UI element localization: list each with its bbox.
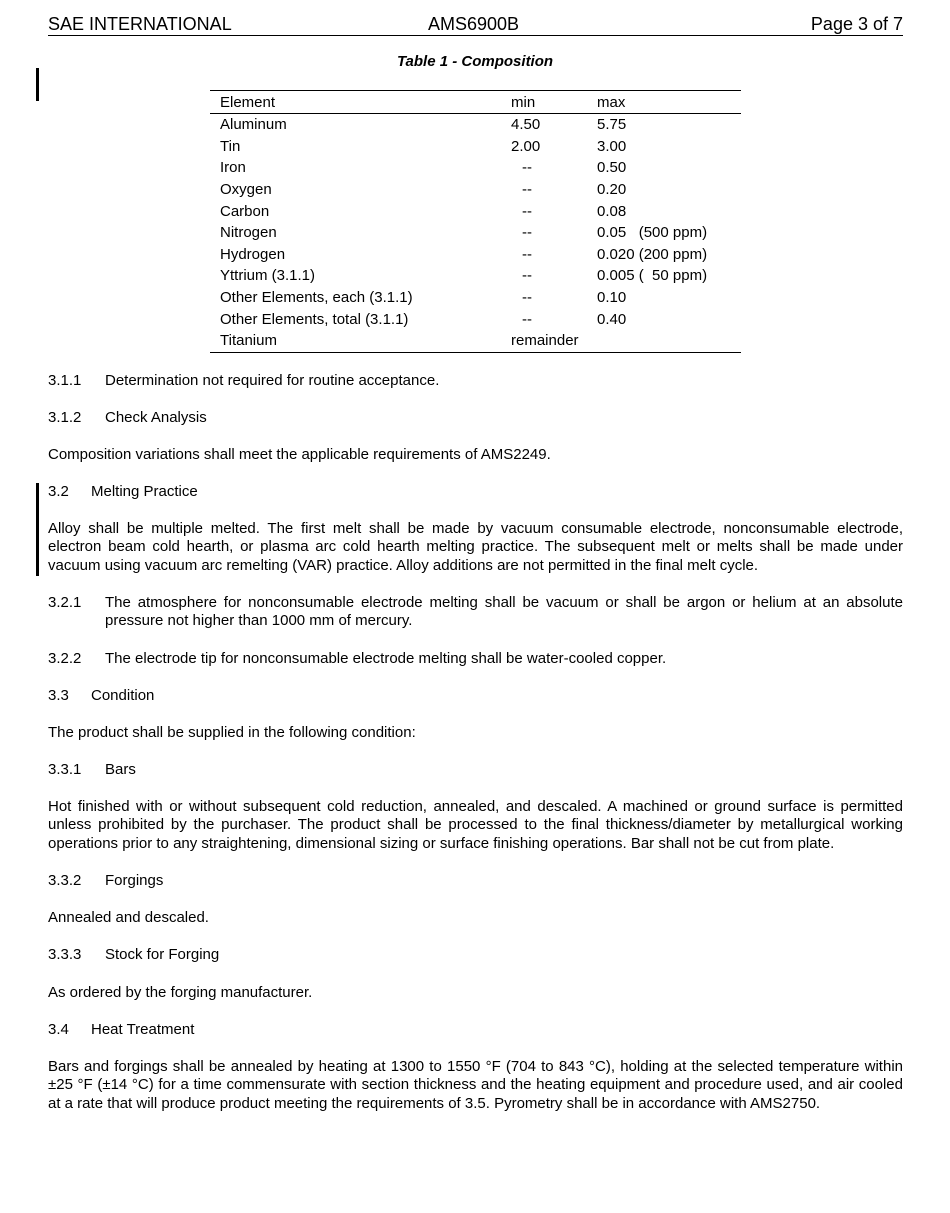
table-row	[210, 265, 741, 287]
table-row	[210, 114, 741, 136]
para-forgings: Annealed and descaled.	[48, 909, 209, 926]
cell-min: 2.00	[511, 137, 541, 155]
section-number: 3.1.2	[48, 409, 82, 426]
cell-max: 0.50	[597, 159, 627, 177]
table-row	[210, 179, 741, 201]
cell-max	[587, 330, 741, 352]
heading-3-3-3	[48, 946, 903, 964]
cell-element: Other Elements, each (3.1.1)	[220, 289, 413, 307]
header-org: SAE INTERNATIONAL	[48, 14, 232, 34]
cell-max: 0.20	[597, 181, 627, 199]
section-number: 3.2.1	[48, 594, 82, 611]
cell-element: Carbon	[220, 202, 270, 220]
table-row	[210, 330, 741, 352]
cell-element: Hydrogen	[220, 245, 286, 263]
table-row	[210, 308, 741, 330]
section-number: 3.1.1	[48, 372, 82, 389]
change-bar-melting	[36, 483, 39, 576]
column-header-min: min	[501, 91, 587, 114]
column-header-max: max	[587, 91, 741, 114]
cell-element: Iron	[220, 159, 246, 177]
cell-element: Titanium	[210, 330, 501, 352]
header-doc-id: AMS6900B	[428, 14, 520, 34]
heading-3-1-2	[48, 409, 903, 427]
para-3-2-2	[48, 650, 903, 668]
para-melting-practice: Alloy shall be multiple melted. The first melt shall be made by vacuum consumable electrode, nonconsumable electrode, electron beam cold hearth, or plasma arc cold hearth melting practice. The subsequent melt or melts shall be made under vacuum using vacuum arc remelting (VAR) practice. Alloy additions are not permitted in the final melt cycle.	[48, 520, 903, 574]
header-page-number: Page 3 of 7	[810, 14, 903, 34]
composition-table	[210, 90, 741, 353]
cell-max: 3.00	[597, 137, 627, 155]
para-bars: Hot finished with or without subsequent cold reduction, annealed, and descaled. A machined or ground surface is permitted unless prohibited by the purchaser. The product shall be processed to the final thickness/diameter by metallurgical working operations prior to any straightening, dimensional sizing or surface finishing operations. Bar shall not be cut from plate.	[48, 798, 903, 852]
para-check-analysis: Composition variations shall meet the applicable requirements of AMS2249.	[48, 446, 551, 463]
page-header	[48, 13, 903, 36]
para-stock-for-forging: As ordered by the forging manufacturer.	[48, 984, 313, 1001]
heading-3-3-1	[48, 761, 903, 779]
section-text: The electrode tip for nonconsumable electrode melting shall be water-cooled copper.	[105, 650, 667, 667]
cell-min: remainder	[501, 330, 587, 352]
section-title: Melting Practice	[91, 483, 198, 500]
section-number: 3.2.2	[48, 650, 82, 667]
cell-element: Nitrogen	[220, 224, 277, 242]
cell-element: Other Elements, total (3.1.1)	[220, 310, 409, 328]
para-condition: The product shall be supplied in the following condition:	[48, 724, 416, 741]
section-number: 3.3.2	[48, 872, 82, 889]
section-title: Bars	[105, 761, 136, 778]
cell-min: --	[522, 267, 532, 285]
cell-min: --	[522, 202, 532, 220]
table-row	[210, 244, 741, 266]
cell-element: Tin	[220, 137, 241, 155]
section-number: 3.3	[48, 687, 69, 704]
table-caption: Table 1 - Composition	[396, 53, 554, 70]
section-title: Stock for Forging	[105, 946, 220, 963]
table-header-row	[210, 91, 741, 114]
section-title: Heat Treatment	[91, 1021, 195, 1038]
section-number: 3.2	[48, 483, 69, 500]
cell-min: --	[522, 245, 532, 263]
section-number: 3.3.3	[48, 946, 82, 963]
section-number: 3.4	[48, 1021, 69, 1038]
table-row	[210, 200, 741, 222]
table-row	[210, 136, 741, 158]
cell-max: 0.08	[597, 202, 627, 220]
section-text: The atmosphere for nonconsumable electrode melting shall be vacuum or shall be argon or helium at an absolute pressure not higher than 1000 mm of mercury.	[105, 594, 903, 630]
table-row	[210, 222, 741, 244]
para-3-2-1	[48, 594, 903, 631]
cell-min: --	[522, 159, 532, 177]
column-header-element: Element	[210, 91, 501, 114]
section-title: Forgings	[105, 872, 164, 889]
cell-min: --	[522, 289, 532, 307]
cell-max: 0.05 (500 ppm)	[597, 224, 708, 242]
section-number: 3.3.1	[48, 761, 82, 778]
table-row	[210, 287, 741, 309]
cell-max: 0.005 ( 50 ppm)	[597, 267, 708, 285]
cell-min: 4.50	[511, 116, 541, 134]
heading-3-3-2	[48, 872, 903, 890]
section-title: Condition	[91, 687, 155, 704]
section-text: Determination not required for routine acceptance.	[105, 372, 440, 389]
cell-max: 5.75	[597, 116, 627, 134]
cell-max: 0.40	[597, 310, 627, 328]
table-row	[210, 157, 741, 179]
change-bar-table	[36, 68, 39, 101]
cell-element: Yttrium (3.1.1)	[220, 267, 316, 285]
para-3-1-1	[48, 372, 903, 390]
cell-max: 0.020 (200 ppm)	[597, 245, 708, 263]
section-title: Check Analysis	[105, 409, 207, 426]
cell-min: --	[522, 310, 532, 328]
cell-min: --	[522, 224, 532, 242]
cell-element: Oxygen	[220, 181, 272, 199]
cell-min: --	[522, 181, 532, 199]
cell-max: 0.10	[597, 289, 627, 307]
para-heat-treatment: Bars and forgings shall be annealed by heating at 1300 to 1550 °F (704 to 843 °C), holding at the selected temperature within ±25 °F (±14 °C) for a time commensurate with section thickness and the heating equipment and procedure used, and air cooled at a rate that will produce product meeting the requirements of 3.5. Pyrometry shall be in accordance with AMS2750.	[48, 1058, 903, 1112]
cell-element: Aluminum	[220, 116, 287, 134]
